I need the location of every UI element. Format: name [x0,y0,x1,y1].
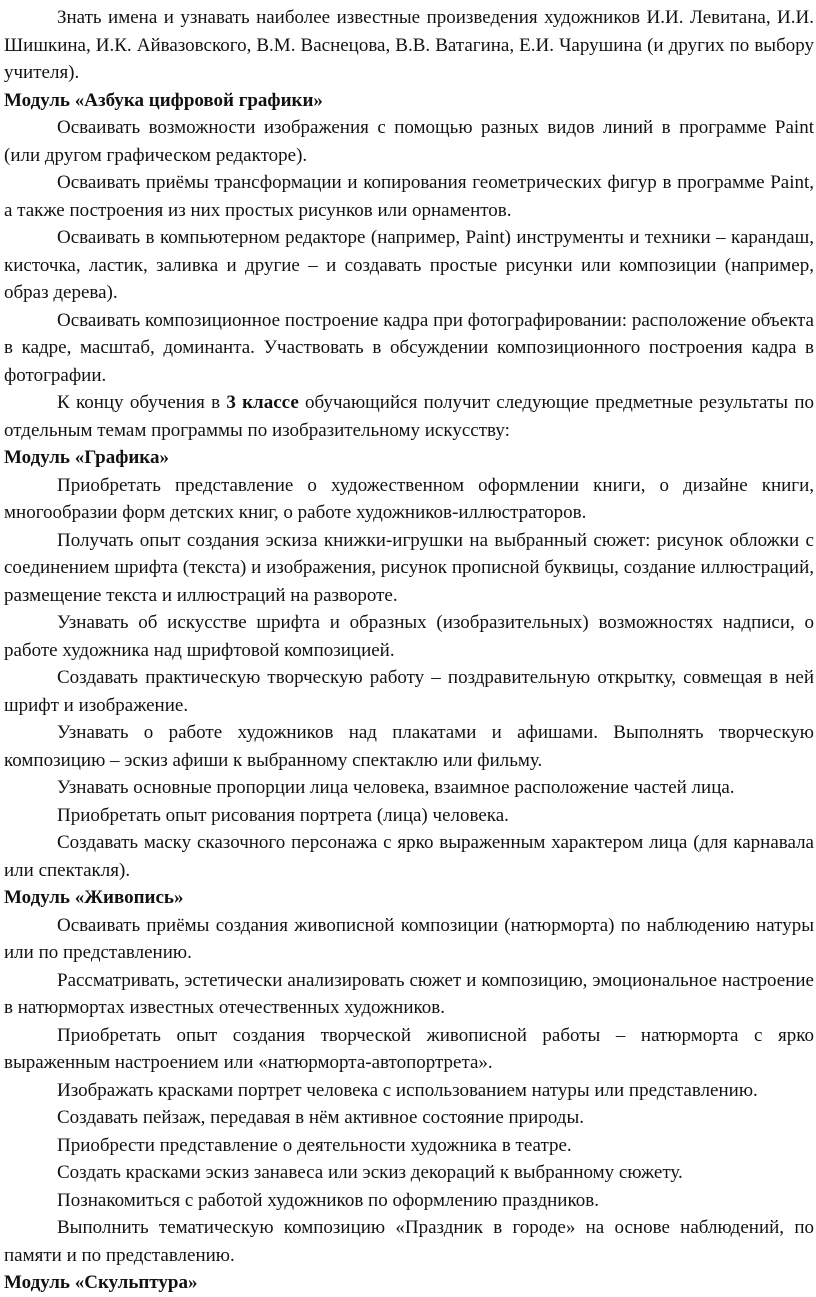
paragraph: Осваивать композиционное построение кадра при фотографировании: расположение объекта в кадре, масштаб, доминанта. Участвовать в обсуждении композиционного построения кадра в фотографии. [4,309,814,386]
paragraph: Создавать пейзаж, передавая в нём активное состояние природы. [57,1107,584,1128]
paragraph: Рассматривать, эстетически анализировать сюжет и композицию, эмоциональное настроение в натюрмортах известных отечественных художников. [4,969,814,1018]
paragraph: Выполнить тематическую композицию «Праздник в городе» на основе наблюдений, по памяти и по представлению. [4,1217,814,1266]
section-heading: Модуль «Живопись» [4,887,184,908]
paragraph: Приобрести представление о деятельности художника в театре. [57,1134,572,1156]
paragraph: Создавать маску сказочного персонажа с ярко выраженным характером лица (для карнавала или спектакля). [4,832,814,881]
paragraph: Приобретать опыт рисования портрета (лица) человека. [57,804,509,826]
paragraph: Узнавать о работе художников над плакатами и афишами. Выполнять творческую композицию – эскиз афиши к выбранному спектаклю или фильму. [4,722,814,771]
paragraph: Создавать практическую творческую работу – поздравительную открытку, совмещая в ней шрифт и изображение. [4,667,814,716]
paragraph-text: обучающийся получит следующие предметные результаты по отдельным темам программы по изобразительному искусству: [4,392,814,441]
paragraph: Приобретать представление о художественном оформлении книги, о дизайне книги, многообразии форм детских книг, о работе художников-иллюстраторов. [4,474,814,523]
grade-emphasis: 3 классе [226,392,299,413]
paragraph: Узнавать об искусстве шрифта и образных (изобразительных) возможностях надписи, о работе художника над шрифтовой композицией. [4,612,814,661]
paragraph: Осваивать возможности изображения с помощью разных видов линий в программе Paint (или другом графическом редакторе). [4,117,814,166]
section-heading: Модуль «Азбука цифровой графики» [4,89,323,111]
paragraph: Создать красками эскиз занавеса или эскиз декораций к выбранному сюжету. [57,1162,683,1183]
paragraph: Осваивать приёмы создания живописной композиции (натюрморта) по наблюдению натуры или по представлению. [4,914,814,963]
paragraph: Осваивать приёмы трансформации и копирования геометрических фигур в программе Paint, а также построения из них простых рисунков или орнаментов. [4,172,814,221]
paragraph: Знать имена и узнавать наиболее известные произведения художников И.И. Левитана, И.И. Шишкина, И.К. Айвазовского, В.М. Васнецова, В.В. Ватагина, Е.И. Чарушина (и других по выбору учителя). [4,7,814,83]
paragraph: Узнавать основные пропорции лица человека, взаимное расположение частей лица. [57,777,735,798]
paragraph: Познакомиться с работой художников по оформлению праздников. [57,1189,599,1211]
paragraph: Изображать красками портрет человека с использованием натуры или представлению. [57,1079,758,1101]
paragraph: Приобретать опыт создания творческой живописной работы – натюрморта с ярко выраженным настроением или «натюрморта-автопортрета». [4,1024,814,1073]
paragraph [4,389,814,444]
section-heading: Модуль «Скульптура» [4,1272,198,1293]
paragraph: Получать опыт создания эскиза книжки-игрушки на выбранный сюжет: рисунок обложки с соединением шрифта (текста) и изображения, рисунок прописной буквицы, создание иллюстраций, размещение текста и иллюстраций на развороте. [4,529,814,606]
section-heading: Модуль «Графика» [4,447,169,468]
paragraph: Осваивать в компьютерном редакторе (например, Paint) инструменты и техники – карандаш, кисточка, ластик, заливка и другие – и создавать простые рисунки или композиции (например, образ дерева). [4,227,814,303]
document-page [4,4,814,1297]
paragraph-text: К концу обучения в [57,392,227,413]
